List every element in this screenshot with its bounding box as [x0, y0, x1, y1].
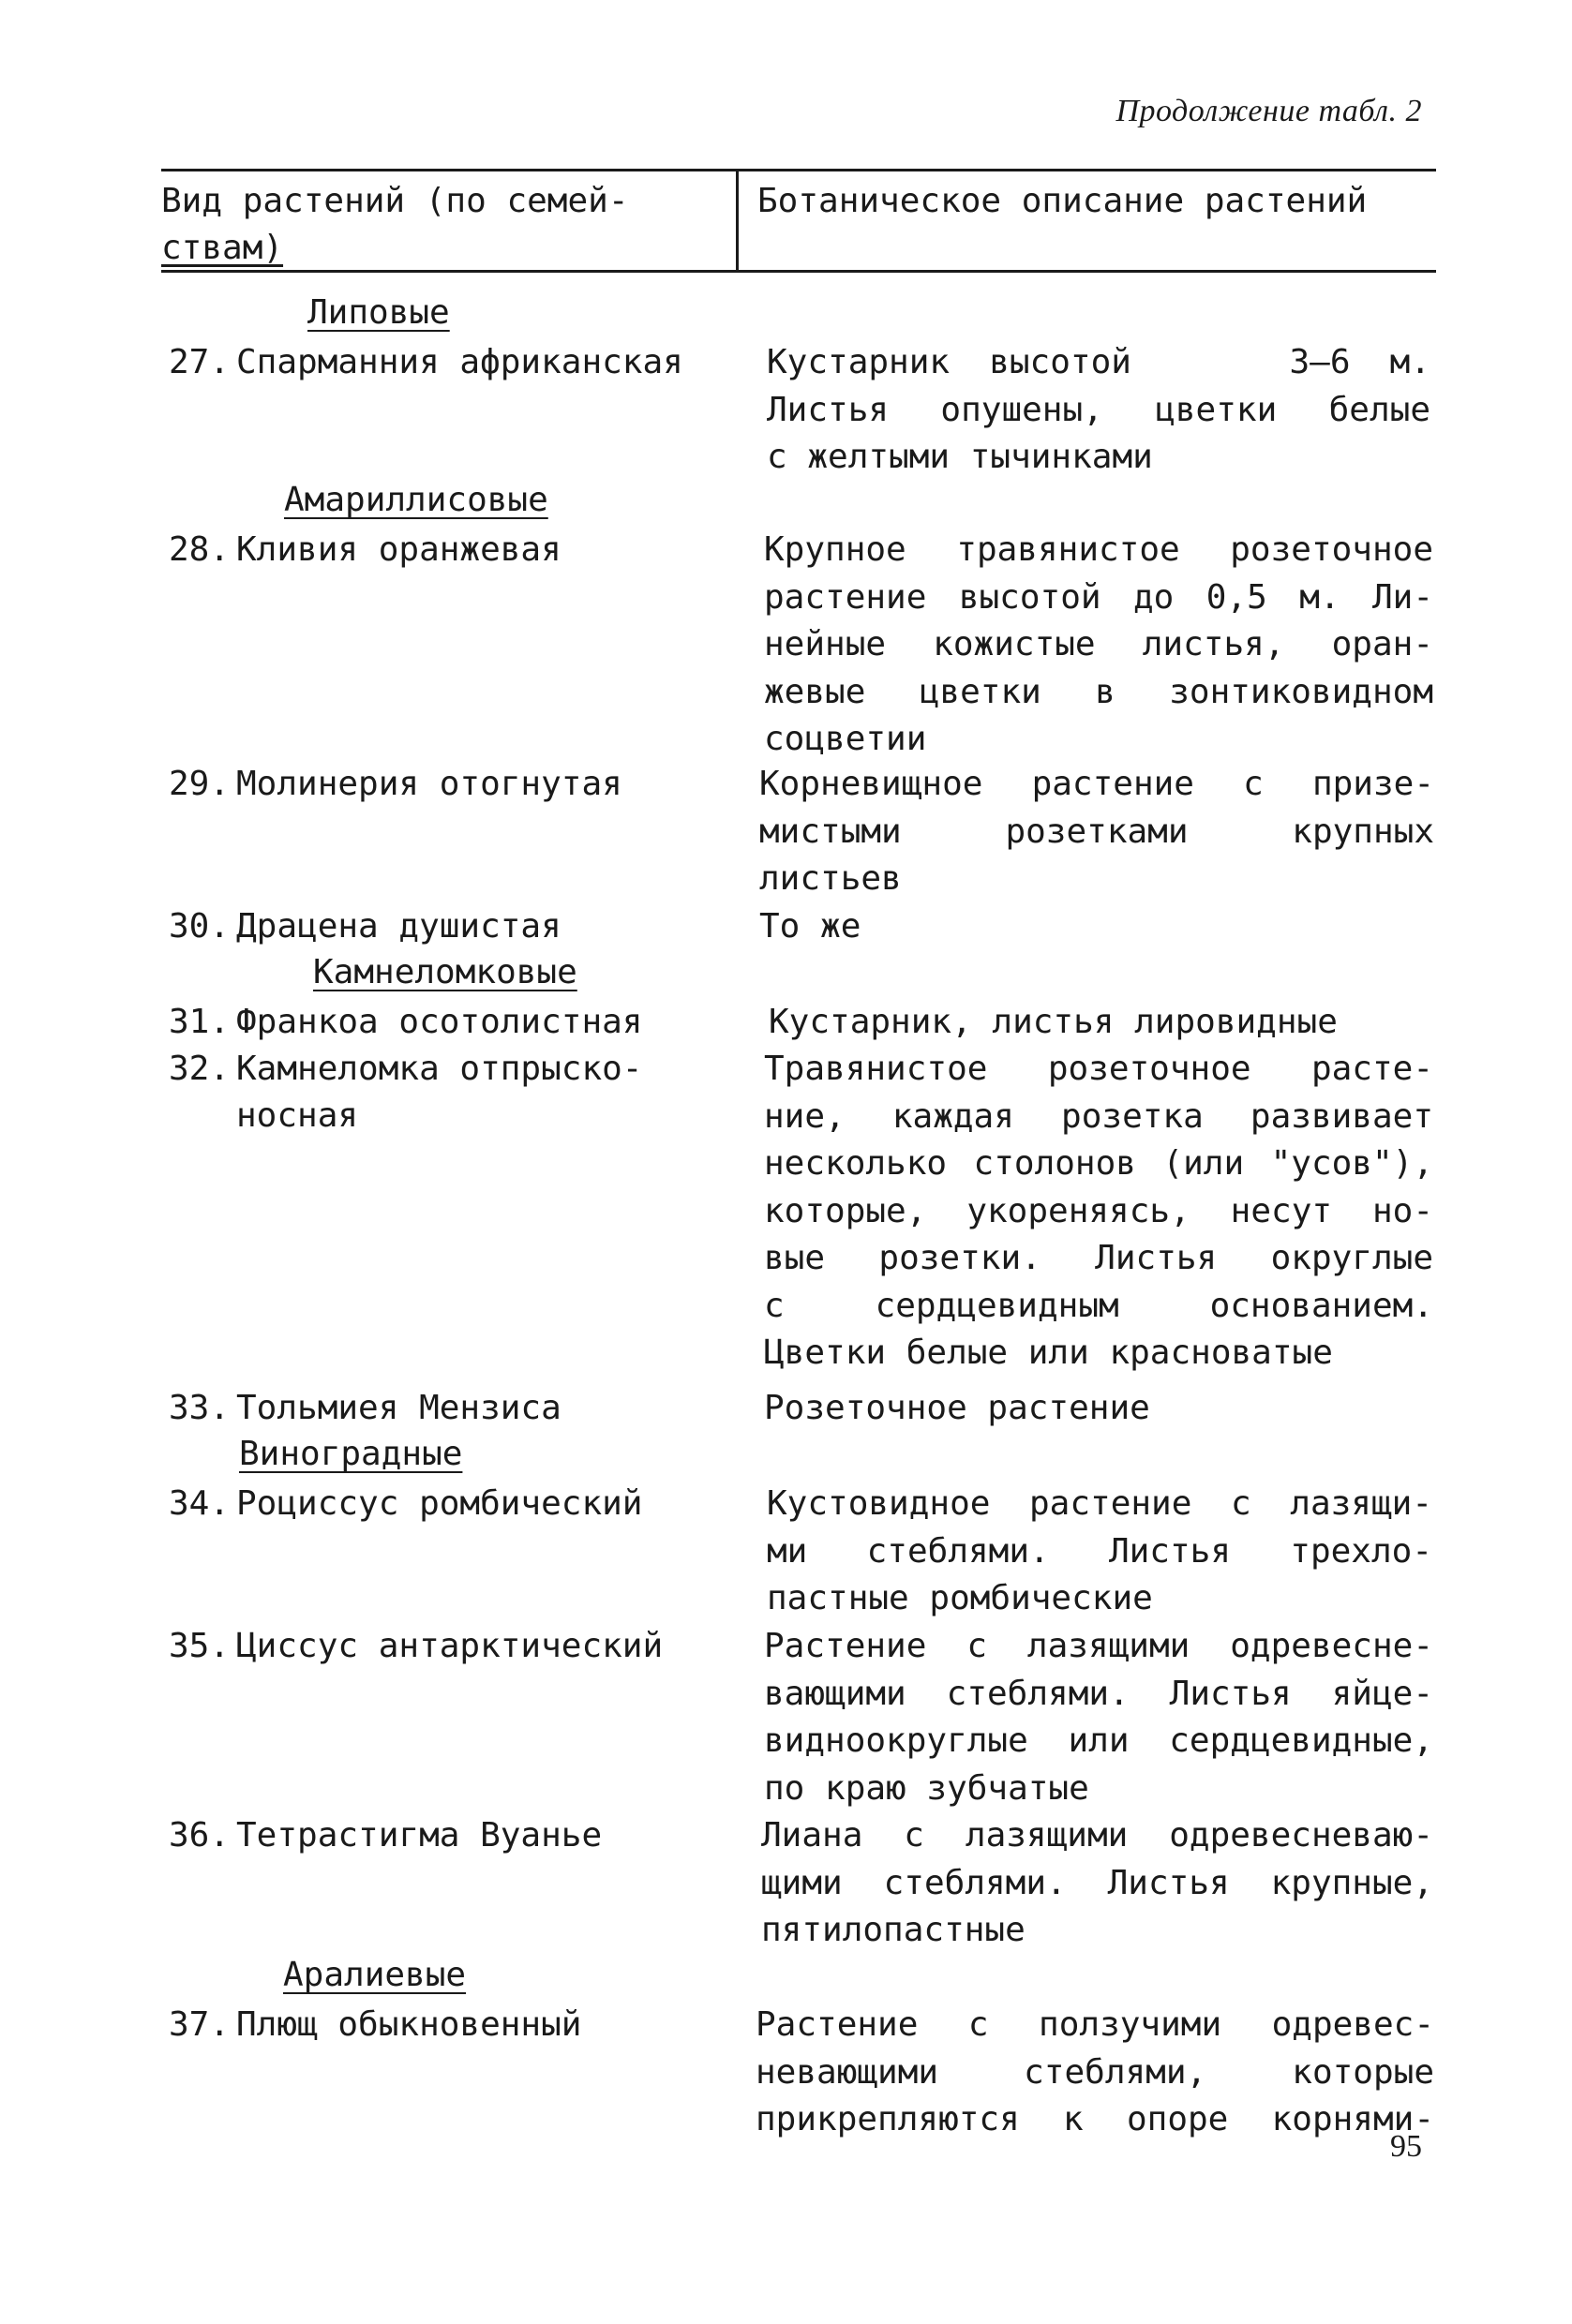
family-heading-lipovye: Липовые [307, 293, 450, 332]
description-line: с желтыми тычинками [767, 438, 1153, 476]
entry-species-name [236, 1623, 742, 1670]
header-column-species [161, 178, 724, 272]
description-line: прикрепляются к опоре корнями- [756, 2100, 1434, 2138]
description-line: листьев [759, 859, 902, 898]
entry-number: 32. [168, 1050, 230, 1088]
entry-description [764, 527, 1433, 764]
description-line: жевые цветки в зонтиковидном [764, 672, 1433, 711]
description-line: Кустарник высотой 3–6 м. [767, 343, 1430, 381]
species-name-line: Плющ обыкновенный [236, 2005, 582, 2044]
species-name-line: Франкоа осотолистная [236, 1003, 643, 1041]
table-top-rule [161, 169, 1436, 171]
entry-species-name [236, 339, 742, 386]
entry-species-name [236, 761, 742, 808]
entry-description [756, 2002, 1434, 2144]
entry-number: 28. [168, 530, 230, 569]
entry-number: 29. [168, 765, 230, 803]
species-name-line: Камнеломка отпрыско- [236, 1050, 643, 1088]
species-name-line: Роциссус ромбический [236, 1484, 643, 1523]
description-line: невающими стеблями, которые [756, 2052, 1434, 2092]
header-column-description: Ботаническое описание растений [757, 182, 1368, 220]
page-number: 95 [1390, 2129, 1422, 2164]
description-line: Кустарник, листья лировидные [769, 1003, 1338, 1041]
description-line: ми стеблями. Листья трехло- [767, 1531, 1432, 1571]
description-line: растение высотой до 0,5 м. Ли- [764, 577, 1433, 617]
entry-species-name [236, 2002, 742, 2048]
description-line: вые розетки. Листья округлые [764, 1239, 1433, 1277]
entry-species-name [236, 527, 742, 574]
entry-number: 34. [168, 1484, 230, 1523]
description-line: Листья опушены, цветки белые [767, 390, 1430, 429]
header-species-line-2: ствам) [161, 229, 284, 267]
entry-number: 35. [168, 1627, 230, 1665]
description-line: с сердцевидным основанием. [764, 1286, 1433, 1325]
description-line: нейные кожистые листья, оран- [764, 625, 1433, 663]
header-species-line-1: Вид растений (по семей- [161, 182, 629, 220]
entry-number: 36. [168, 1816, 230, 1855]
description-line: ние, каждая розетка развивает [764, 1096, 1433, 1136]
entry-description [769, 999, 1444, 1047]
species-name-line: Спарманния африканская [236, 343, 683, 381]
description-line: вающими стеблями. Листья яйце- [764, 1674, 1433, 1713]
description-line: Травянистое розеточное расте- [764, 1050, 1433, 1088]
header-column-separator [736, 171, 739, 270]
description-line: Растение с лазящими одревесне- [764, 1627, 1433, 1665]
entry-species-name [236, 1046, 742, 1140]
species-name-line: Циссус антарктический [236, 1627, 664, 1665]
entry-species-name [236, 1385, 742, 1432]
entry-number: 37. [168, 2005, 230, 2044]
entry-description [767, 339, 1430, 482]
description-line: Розеточное растение [764, 1389, 1150, 1427]
entry-species-name [236, 1812, 742, 1859]
description-line: щими стеблями. Листья крупные, [761, 1863, 1433, 1902]
entry-description [764, 1385, 1439, 1433]
entry-description [764, 1046, 1433, 1378]
entry-species-name [236, 903, 742, 950]
entry-number: 31. [168, 1003, 230, 1041]
entry-description [761, 1812, 1433, 1955]
entry-description [759, 903, 1434, 951]
description-line: мистыми розетками крупных [759, 812, 1434, 851]
description-line: Крупное травянистое розеточное [764, 530, 1433, 569]
entry-number: 30. [168, 907, 230, 946]
description-line: Кустовидное растение с лазящи- [767, 1484, 1432, 1523]
family-heading-vinogradnye: Виноградные [239, 1435, 463, 1473]
entry-description [767, 1481, 1432, 1623]
species-name-line: Тетрастигма Вуанье [236, 1816, 603, 1855]
family-heading-amarillisovye: Амариллисовые [284, 481, 548, 519]
description-line: Лиана с лазящими одревесневаю- [761, 1816, 1433, 1855]
description-line: которые, укореняясь, несут но- [764, 1191, 1433, 1230]
description-line: несколько столонов (или "усов"), [764, 1144, 1433, 1183]
species-name-line: Молинерия отогнутая [236, 765, 622, 803]
description-line: видноокруглые или сердцевидные, [764, 1721, 1433, 1760]
species-name-line: Кливия оранжевая [236, 530, 561, 569]
description-line: Цветки белые или красноватые [764, 1333, 1333, 1372]
description-line: пастные ромбические [767, 1579, 1153, 1617]
species-name-line: носная [236, 1096, 359, 1135]
description-line: Растение с ползучими одревес- [756, 2005, 1434, 2044]
species-name-line: Драцена душистая [236, 907, 561, 946]
family-heading-aralievye: Аралиевые [283, 1956, 467, 1994]
entry-number: 33. [168, 1389, 230, 1427]
species-name-line: Тольмиея Мензиса [236, 1389, 561, 1427]
entry-species-name [236, 1481, 742, 1527]
description-line: То же [759, 907, 861, 946]
entry-description [759, 761, 1434, 903]
description-line: соцветии [764, 720, 927, 758]
description-line: по краю зубчатые [764, 1768, 1089, 1808]
family-heading-kamnelomkovye: Камнеломковые [313, 953, 577, 991]
description-line: пятилопастные [761, 1911, 1026, 1949]
entry-species-name [236, 999, 742, 1046]
description-line: Корневищное растение с призе- [759, 765, 1434, 803]
entry-number: 27. [168, 343, 230, 381]
entry-description [764, 1623, 1433, 1812]
table-continuation-caption: Продолжение табл. 2 [1115, 94, 1422, 128]
